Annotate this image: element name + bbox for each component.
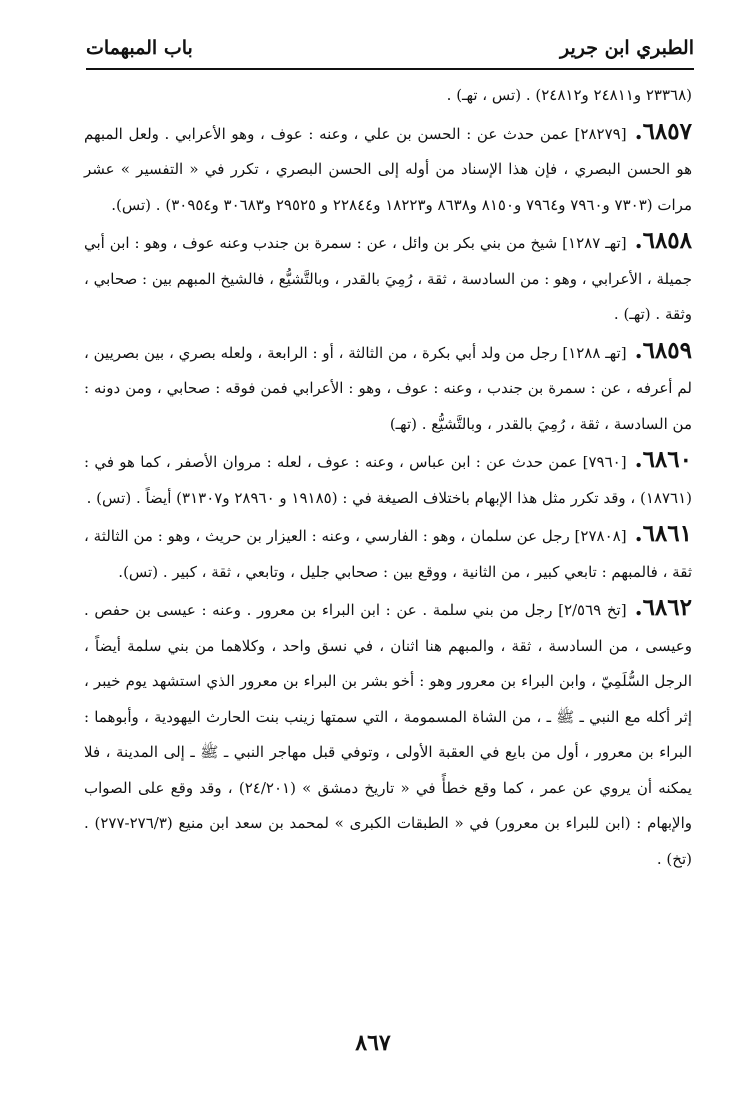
entry-6859: [84, 333, 692, 443]
entry-6862: [84, 590, 692, 877]
entry-text: [تهـ ١٢٨٧] شيخ من بني بكر بن وائل ، عن : سمرة بن جندب وعنه عوف ، وهو : ابن أبي جميلة ، الأعرابي ، وهو : من السادسة ، ثقة ، رُمِيَ بالقدر ، وبالتَّشيُّع ، فالشيخ المبهم بين : صحابي ، وثقة . (تهـ) .: [84, 234, 692, 323]
continuation-line: (٢٣٣٦٨ و٢٤٨١١ و٢٤٨١٢) . (تس ، تهـ) .: [446, 86, 692, 104]
entry-text: [تخ ٢/٥٦٩] رجل من بني سلمة . عن : ابن البراء بن معرور . وعنه : عيسى بن حفص . وعيسى ، من السادسة ، ثقة ، والمبهم هنا اثنان ، في نسق واحد ، وكلاهما من بني سلمة أيضاً ، الرجل السُّلَمِيّ ، وابن البراء بن معرور وهو : أخو بشر بن البراء بن معرور الذي استشهد يوم خيبر ، إثر أكله مع النبي ـ ﷺ ـ ، من الشاة المسمومة ، التي سمتها زينب بنت الحارث اليهودية ، وأبوهما : البراء بن معرور ، أول من بايع في العقبة الأولى ، وتوفي قبل مهاجر النبي ـ ﷺ ـ إلى المدينة ، فلا يمكنه أن يروي عن عمر ، كما وقع خطأً في « تاريخ دمشق » (٢٤/٢٠١) ، وقد وقع على الصواب والإبهام : (ابن للبراء بن معرور) في « الطبقات الكبرى » لمحمد بن سعد ابن منيع (٢٧٦/٣-٢٧٧) . (تخ) .: [84, 601, 693, 868]
entry-6857: [84, 114, 692, 224]
header-left-title: باب المبهمات: [86, 37, 193, 59]
entry-text: [تهـ ١٢٨٨] رجل من ولد أبي بكرة ، من الثالثة ، أو : الرابعة ، ولعله بصري ، بين بصريين ، لم أعرفه ، عن : سمرة بن جندب ، وعنه : عوف ، وهو : الأعرابي فمن فوقه : صحابي ، ومن دونه : من السادسة ، ثقة ، رُمِيَ بالقدر ، وبالتَّشيُّع . (تهـ): [84, 343, 692, 433]
entry-6861: [84, 516, 692, 590]
page-number: ٨٦٧: [355, 1030, 391, 1056]
entry-text: [٧٩٦٠] عمن حدث عن : ابن عباس ، وعنه : عوف ، لعله : مروان الأصفر ، كما هو في : (١٨٧٦١) ، وقد تكرر مثل هذا الإبهام باختلاف الصيغة في : (١٩١٨٥ و ٢٨٩٦٠ و٣١٣٠٧) أيضاً . (تس) .: [84, 453, 692, 507]
entry-number: ٦٨٦٠.: [634, 446, 692, 473]
entry-number: ٦٨٥٨.: [634, 227, 693, 254]
entry-text: [٢٧٨٠٨] رجل عن سلمان ، وهو : الفارسي ، وعنه : العيزار بن حريث ، وهو : من الثالثة ، ثقة ، فالمبهم : تابعي كبير ، من الثانية ، ووقع بين : صحابي جليل ، وتابعي ، ثقة ، كبير . (تس).: [84, 527, 692, 581]
entry-text: [٢٨٢٧٩] عمن حدث عن : الحسن بن علي ، وعنه : عوف ، وهو الأعرابي . ولعل المبهم هو الحسن البصري ، فإن هذا الإسناد من أوله إلى الحسن البصري ، تكرر في « التفسير » عشر مرات (٧٣٠٣ و٧٩٦٠ و٧٩٦٤ و٨١٥٠ و٨٦٣٨ و١٨٢٢٣ و٢٢٨٤٤ و ٢٩٥٢٥ و٣٠٦٨٣ و٣٠٩٥٤) . (تس).: [84, 124, 692, 214]
entry-number: ٦٨٥٧.: [634, 117, 692, 145]
entry-number: ٦٨٦١.: [634, 520, 692, 547]
entry-6858: [84, 223, 692, 333]
page-header: [86, 28, 694, 70]
page-content: [84, 78, 692, 877]
entry-number: ٦٨٥٩.: [634, 336, 692, 364]
header-right-title: الطبري ابن جرير: [559, 37, 694, 59]
entry-6860: [84, 442, 692, 516]
entry-number: ٦٨٦٢.: [634, 594, 692, 621]
